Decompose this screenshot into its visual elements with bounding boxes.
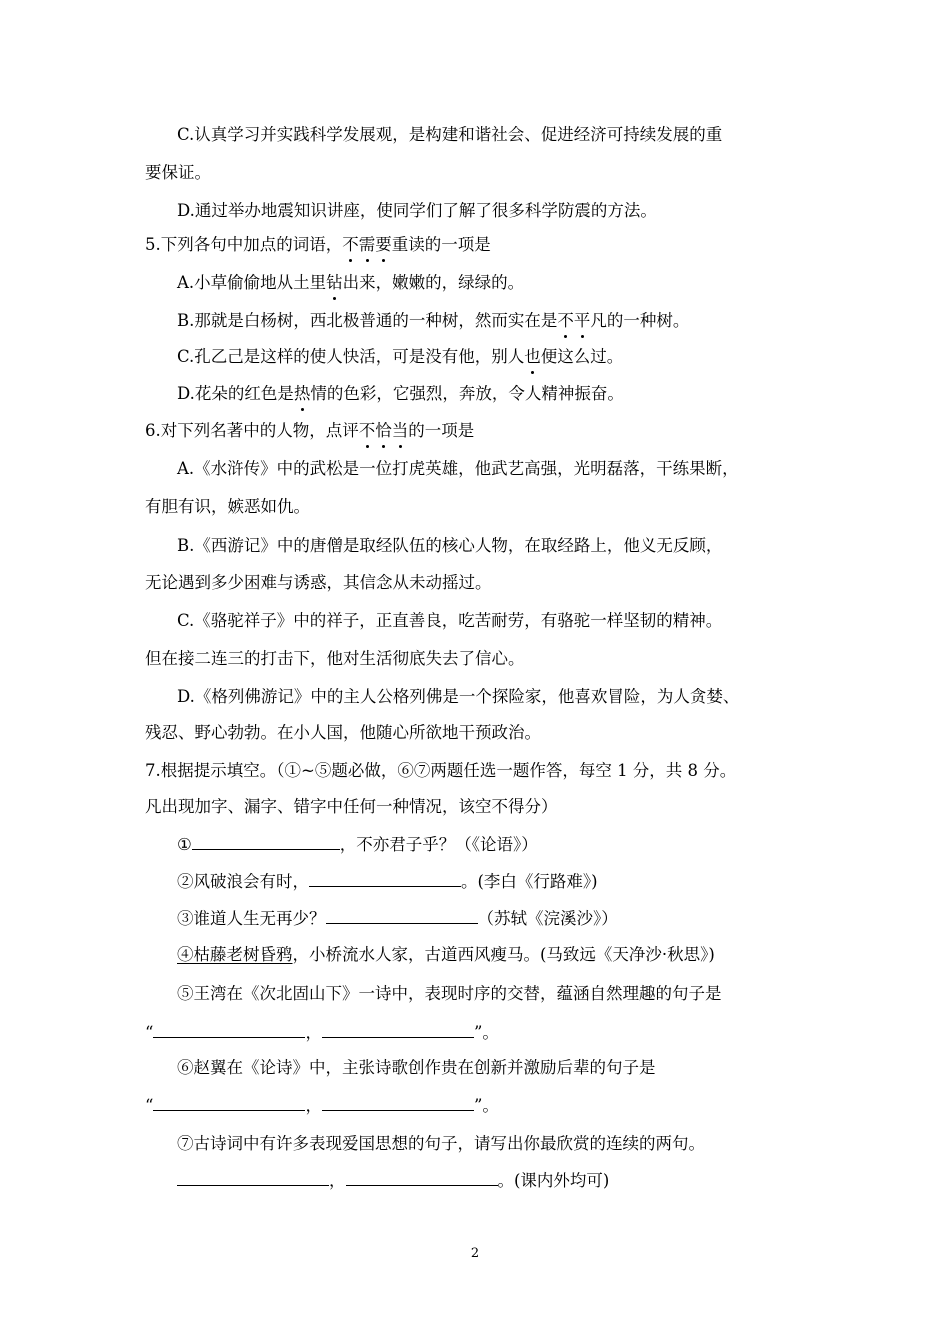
- q7-stem-line1: 7.根据提示填空。（①~⑤题必做，⑥⑦两题任选一题作答，每空 1 分，共 8 分。: [145, 761, 737, 780]
- q4-option-c-line2: 要保证。: [145, 163, 211, 182]
- q7-item-1-num: ①: [177, 835, 192, 854]
- comma: ，: [305, 1096, 322, 1115]
- q4-option-d: D.通过举办地震知识讲座，使同学们了解了很多科学防震的方法。: [177, 201, 657, 220]
- q7-item-4: [177, 944, 715, 966]
- q5-stem-pre: 5.下列各句中加点的词语，: [145, 235, 343, 254]
- q6-option-c-line1: C.《骆驼祥子》中的祥子，正直善良，吃苦耐劳，有骆驼一样坚韧的精神。: [177, 611, 723, 630]
- q5-option-a: [177, 272, 524, 294]
- q6-option-d-line1: D.《格列佛游记》中的主人公格列佛是一个探险家，他喜欢冒险，为人贪婪、: [177, 687, 740, 706]
- q6-option-c-line2: 但在接二连三的打击下，他对生活彻底失去了信心。: [145, 649, 525, 668]
- close-quote: ”。: [473, 1023, 499, 1042]
- q6-option-b-line2: 无论遇到多少困难与诱惑，其信念从未动摇过。: [145, 573, 492, 592]
- emphasis-dot-char: 恰: [375, 421, 392, 440]
- q7-item-2-source: 。(李白《行路难》): [461, 872, 598, 891]
- q6-stem-post: 的一项是: [408, 421, 475, 440]
- answer-blank[interactable]: [346, 1169, 498, 1186]
- q7-item-3-source: （苏轼《浣溪沙》）: [477, 909, 618, 928]
- emphasis-dot-char: 不: [358, 421, 376, 440]
- q6-option-a-line1: A.《水浒传》中的武松是一位打虎英雄，他武艺高强，光明磊落，干练果断，: [177, 459, 739, 478]
- q7-item-2-text: ②风破浪会有时，: [177, 872, 309, 891]
- q7-item-6-line2: [145, 1094, 499, 1117]
- q7-item-1-text: ，不亦君子乎？（《论语》）: [339, 835, 538, 854]
- q7-item-4-underlined: ④枯藤老树昏鸦: [177, 945, 293, 964]
- q5-a-text-end: 出来，嫩嫩的，绿绿的。: [342, 273, 525, 292]
- q7-item-4-text: ，小桥流水人家，古道西风瘦马。(马致远《天净沙·秋思》): [292, 945, 715, 964]
- open-quote: “: [145, 1096, 154, 1115]
- q7-item-7-line1: ⑦古诗词中有许多表现爱国思想的句子，请写出你最欣赏的连续的两句。: [177, 1134, 705, 1153]
- answer-blank[interactable]: [309, 870, 461, 887]
- q7-item-3: [177, 907, 618, 930]
- q6-stem: [145, 420, 474, 442]
- q4-option-c-line1: C.认真学习并实践科学发展观，是构建和谐社会、促进经济可持续发展的重: [177, 125, 723, 144]
- q5-d-text-end: 情的色彩，它强烈，奔放，令人精神振奋。: [310, 384, 624, 403]
- emphasis-dot-char: 需: [358, 235, 376, 254]
- emphasis-dot-char: 钻: [326, 273, 343, 292]
- emphasis-dot-char: 也: [524, 347, 541, 366]
- q5-option-d: [177, 383, 624, 405]
- q7-item-6-line1: ⑥赵翼在《论诗》中，主张诗歌创作贵在创新并激励后辈的句子是: [177, 1058, 656, 1077]
- q5-option-c: [177, 346, 623, 368]
- q5-b-text: B.那就是白杨树，西北极普通的一种树，然而实在是: [177, 311, 558, 330]
- emphasis-dot-char: 热: [293, 384, 311, 403]
- emphasis-dot-char: 不: [342, 235, 359, 254]
- emphasis-dot-char: 平: [573, 311, 591, 330]
- answer-blank[interactable]: [322, 1021, 474, 1038]
- q5-stem: [145, 234, 491, 256]
- q6-option-a-line2: 有胆有识，嫉恶如仇。: [145, 497, 310, 516]
- q7-stem-line2: 凡出现加字、漏字、错字中任何一种情况，该空不得分）: [145, 797, 558, 816]
- q7-item-1: [177, 833, 538, 856]
- q6-option-d-line2: 残忍、野心勃勃。在小人国，他随心所欲地干预政治。: [145, 723, 541, 742]
- q7-item-2: [177, 870, 598, 893]
- q5-b-text-end: 凡的一种树。: [590, 311, 690, 330]
- close-quote: ”。: [473, 1096, 499, 1115]
- emphasis-dot-char: 不: [557, 311, 574, 330]
- q7-item-5-line2: [145, 1021, 499, 1044]
- answer-blank[interactable]: [326, 907, 478, 924]
- q5-option-b: [177, 310, 689, 332]
- emphasis-dot-char: 当: [391, 421, 409, 440]
- q6-stem-pre: 6.对下列名著中的人物，点评: [145, 421, 359, 440]
- q5-d-text: D.花朵的红色是: [177, 384, 294, 403]
- answer-blank[interactable]: [153, 1094, 305, 1111]
- q7-item-7-note: 。(课内外均可): [497, 1171, 610, 1190]
- comma: ，: [329, 1171, 346, 1190]
- q5-a-text: A.小草偷偷地从土里: [177, 273, 327, 292]
- answer-blank[interactable]: [153, 1021, 305, 1038]
- q6-option-b-line1: B.《西游记》中的唐僧是取经队伍的核心人物，在取经路上，他义无反顾，: [177, 536, 723, 555]
- q7-item-5-line1: ⑤王湾在《次北固山下》一诗中，表现时序的交替，蕴涵自然理趣的句子是: [177, 984, 722, 1003]
- page-number: 2: [470, 1246, 480, 1261]
- comma: ，: [305, 1023, 322, 1042]
- q5-c-text-end: 便这么过。: [540, 347, 624, 366]
- q5-stem-post: 重读的一项是: [391, 235, 491, 254]
- answer-blank[interactable]: [192, 833, 340, 850]
- answer-blank[interactable]: [177, 1169, 329, 1186]
- open-quote: “: [145, 1023, 154, 1042]
- q7-item-3-text: ③谁道人生无再少？: [177, 909, 326, 928]
- answer-blank[interactable]: [322, 1094, 474, 1111]
- q7-item-7-line2: [177, 1169, 609, 1192]
- emphasis-dot-char: 要: [375, 235, 392, 254]
- q5-c-text: C.孔乙己是这样的使人快活，可是没有他，别人: [177, 347, 525, 366]
